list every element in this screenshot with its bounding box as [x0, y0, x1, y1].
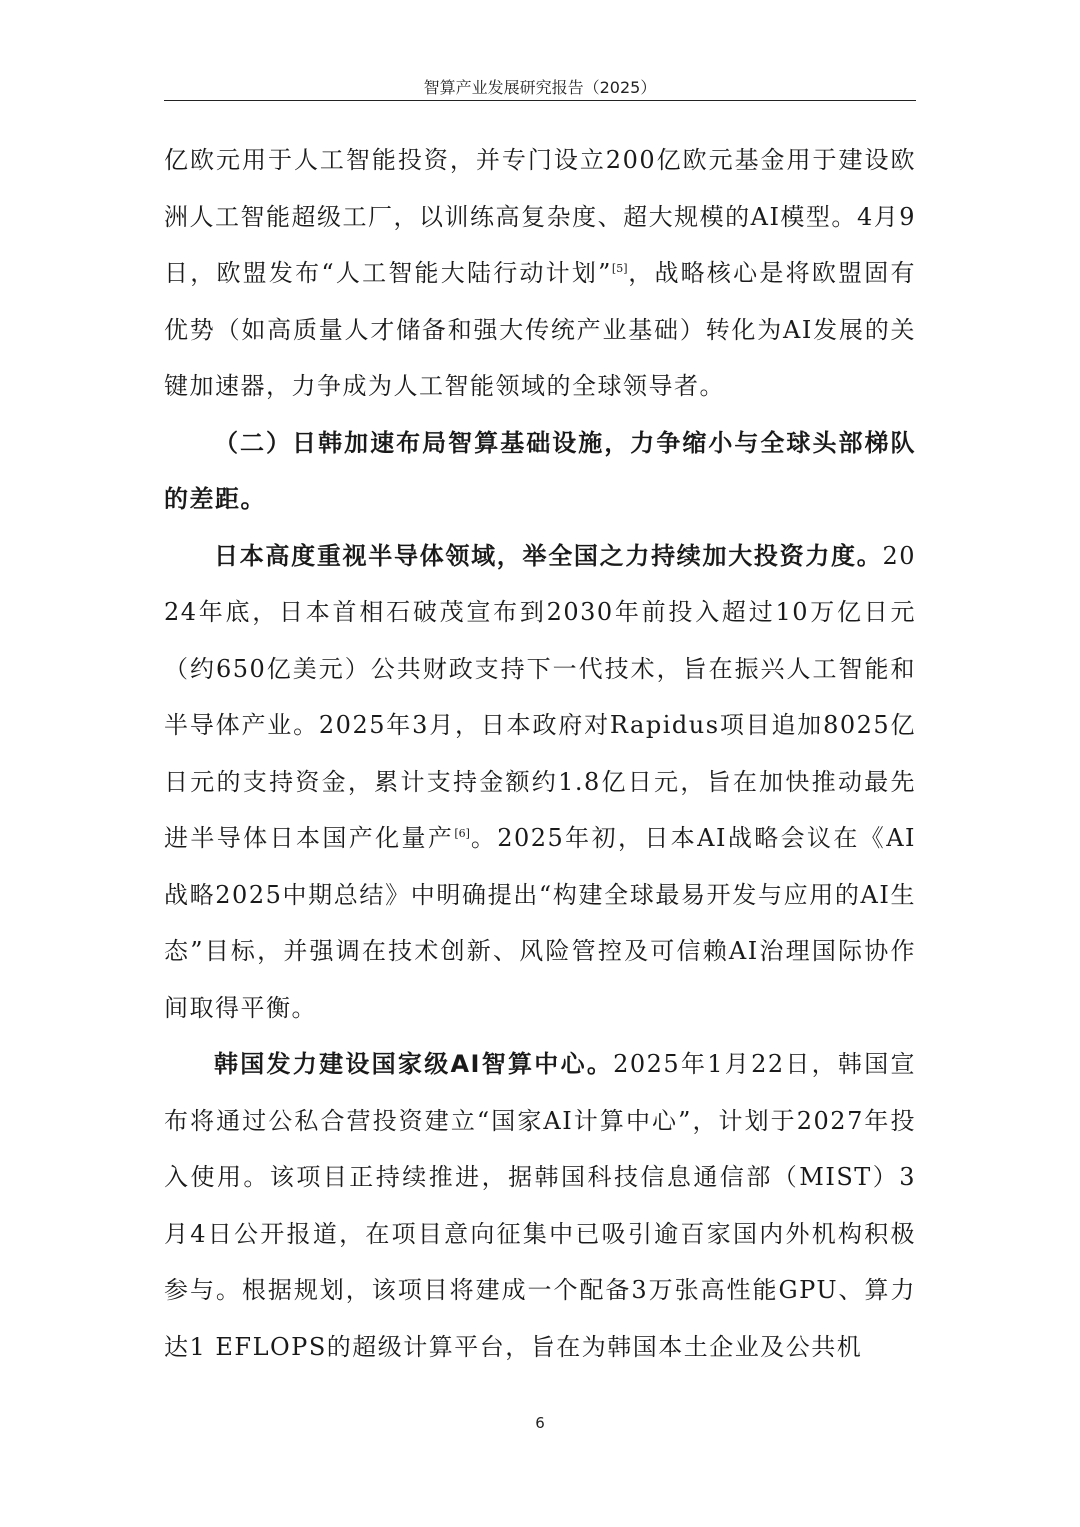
paragraph-text: 2024年底，日本首相石破茂宣布到2030年前投入超过10万亿日元（约650亿美元）公共财政支持下一代技术，旨在振兴人工智能和半导体产业。2025年3月，日本政府对Rapidus项目追加8025亿日元的支持资金，累计支持金额约1.8亿日元，旨在加快推动最先进半导体日本国产化量产	[164, 541, 916, 852]
paragraph-lead: 韩国发力建设国家级AI智算中心。	[214, 1050, 614, 1078]
document-body	[164, 132, 916, 1375]
section-heading	[164, 415, 916, 528]
page-number: 6	[535, 1414, 545, 1432]
paragraph-korea	[164, 1036, 916, 1375]
citation-ref[interactable]: [5]	[611, 262, 628, 275]
header-divider	[164, 100, 916, 101]
paragraph-eu-ai-plan	[164, 132, 916, 415]
heading-text: （二）日韩加速布局智算基础设施，力争缩小与全球头部梯队的差距。	[164, 428, 916, 513]
citation-ref[interactable]: [6]	[454, 827, 470, 840]
paragraph-text: ，战略核心是将欧盟固有优势（如高质量人才储备和强大传统产业基础）转化为AI发展的关键加速器，力争成为人工智能领域的全球领导者。	[164, 259, 916, 400]
paragraph-japan	[164, 528, 916, 1037]
page-header: 智算产业发展研究报告（2025）	[423, 78, 657, 97]
paragraph-lead: 日本高度重视半导体领域，举全国之力持续加大投资力度。	[214, 541, 883, 570]
paragraph-text: 2025年1月22日，韩国宣布将通过公私合营投资建立“国家AI计算中心”，计划于2027年投入使用。该项目正持续推进，据韩国科技信息通信部（MIST）3月4日公开报道，在项目意向征集中已吸引逾百家国内外机构积极参与。根据规划，该项目将建成一个配备3万张高性能GPU、算力达1 EFLOPS的超级计算平台，旨在为韩国本土企业及公共机	[164, 1050, 916, 1361]
paragraph-text: 。2025年初，日本AI战略会议在《AI战略2025中期总结》中明确提出“构建全球最易开发与应用的AI生态”目标，并强调在技术创新、风险管控及可信赖AI治理国际协作间取得平衡。	[164, 824, 917, 1022]
paragraph-text: 亿欧元用于人工智能投资，并专门设立200亿欧元基金用于建设欧洲人工智能超级工厂，以训练高复杂度、超大规模的AI模型。4月9日，欧盟发布“人工智能大陆行动计划”	[164, 146, 916, 287]
